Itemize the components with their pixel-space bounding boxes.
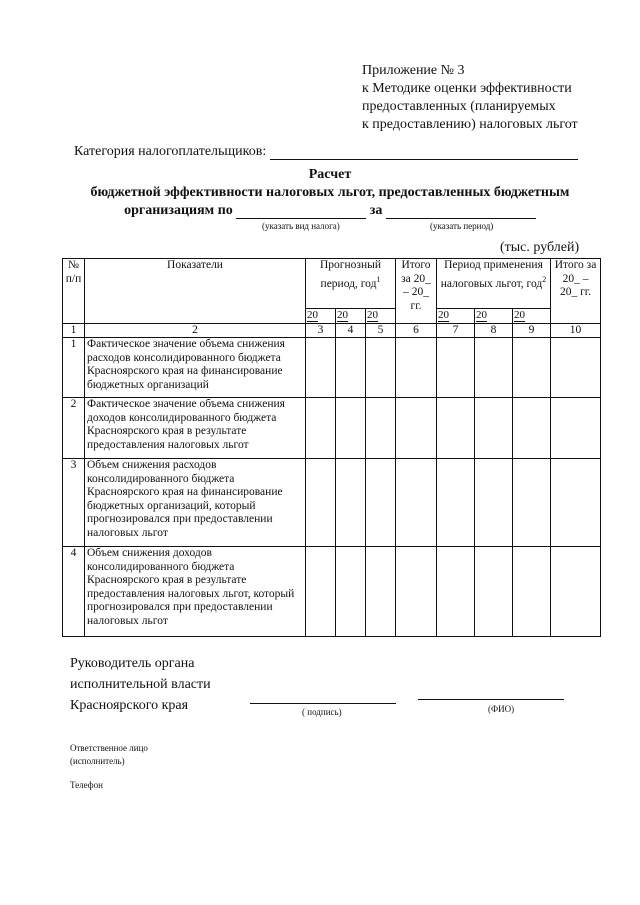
table-row [63,547,601,637]
data-cell [437,398,475,459]
col-number: 3 [306,323,336,338]
taxpayer-category [74,144,578,160]
header-application-text: Период применения налоговых льгот, год [440,259,543,290]
row-indicator: Объем снижения расходов консолидированного бюджета Красноярского края на финансирование бюджетных организаций, который прогнозировался при предоставлении налоговых льгот [85,459,306,547]
signature-line [250,703,396,704]
year-cell: 20 [437,309,475,324]
column-number-row [63,323,601,338]
data-cell [396,547,437,637]
subtitle-prefix: организациям по [124,203,233,218]
signer-title-line: Руководитель органа [70,656,195,671]
signature-block [70,653,211,716]
data-cell [475,338,513,398]
appendix-number: Приложение № 3 [362,63,465,78]
col-number: 6 [396,323,437,338]
name-line [418,699,564,700]
tax-type-blank [236,204,366,219]
row-indicator: Объем снижения доходов консолидированного бюджета Красноярского края в результате предоставления налоговых льгот, который прогнозировался при предоставлении налоговых льгот [85,547,306,637]
data-cell [437,338,475,398]
data-cell [437,459,475,547]
period-hint: (указать период) [430,221,494,231]
year-cell: 20 [306,309,336,324]
data-cell [396,338,437,398]
header-forecast [306,259,396,309]
data-cell [475,547,513,637]
data-cell [366,459,396,547]
header-num: № п/п [63,259,85,324]
data-cell [336,338,366,398]
responsible-block [70,742,148,768]
appendix-line: к Методике оценки эффективности [362,81,572,96]
responsible-sub: (исполнитель) [70,756,125,766]
table-row [63,459,601,547]
doc-subtitle-line3 [60,203,600,219]
col-number: 10 [551,323,601,338]
appendix-header [362,62,578,134]
data-cell [396,398,437,459]
appendix-line: предоставленных (планируемых [362,99,556,114]
header-forecast-sup: 1 [376,274,381,284]
category-blank [270,145,578,160]
data-cell [306,547,336,637]
data-cell [475,459,513,547]
doc-subtitle: бюджетной эффективности налоговых льгот, предоставленных бюджетным [90,185,570,200]
col-number: 7 [437,323,475,338]
data-cell [306,459,336,547]
year-cell: 20 [336,309,366,324]
responsible-label: Ответственное лицо [70,743,148,753]
col-number: 4 [336,323,366,338]
data-cell [366,547,396,637]
signature-hint: ( подпись) [302,707,342,717]
header-total-2: Итого за 20_ – 20_ гг. [551,259,601,324]
subtitle-mid: за [369,203,383,218]
data-cell [513,459,551,547]
data-cell [513,398,551,459]
category-label: Категория налогоплательщиков: [74,144,267,159]
tax-type-hint: (указать вид налога) [262,221,340,231]
data-cell [513,338,551,398]
year-cell: 20 [475,309,513,324]
data-cell [551,459,601,547]
data-cell [551,547,601,637]
signer-title-line: Красноярского края [70,698,189,713]
col-number: 2 [85,323,306,338]
row-num: 3 [63,459,85,547]
name-hint: (ФИО) [488,704,515,714]
phone-label: Телефон [70,780,103,790]
col-number: 9 [513,323,551,338]
table-row [63,338,601,398]
data-cell [513,547,551,637]
header-application-sup: 2 [542,274,547,284]
signer-title-line: исполнительной власти [70,677,211,692]
units-label: (тыс. рублей) [500,240,580,255]
col-number: 1 [63,323,85,338]
header-forecast-text: Прогнозный период, год [319,259,381,290]
col-number: 5 [366,323,396,338]
data-cell [437,547,475,637]
row-num: 2 [63,398,85,459]
period-blank [386,204,536,219]
year-cell: 20 [513,309,551,324]
data-cell [366,398,396,459]
data-cell [336,398,366,459]
header-indicators: Показатели [85,259,306,324]
data-cell [306,398,336,459]
data-cell [396,459,437,547]
row-num: 4 [63,547,85,637]
header-total-1: Итого за 20_ – 20_ гг. [396,259,437,324]
col-number: 8 [475,323,513,338]
data-cell [336,547,366,637]
year-cell: 20 [366,309,396,324]
header-application [437,259,551,309]
data-cell [336,459,366,547]
efficiency-table [62,258,601,637]
doc-title: Расчет [308,167,352,182]
row-indicator: Фактическое значение объема снижения доходов консолидированного бюджета Красноярского края в результате предоставления налоговых льгот [85,398,306,459]
row-num: 1 [63,338,85,398]
appendix-line: к предоставлению) налоговых льгот [362,117,578,132]
data-cell [306,338,336,398]
data-cell [551,398,601,459]
data-cell [366,338,396,398]
data-cell [551,338,601,398]
row-indicator: Фактическое значение объема снижения расходов консолидированного бюджета Красноярского края на финансирование бюджетных организаций [85,338,306,398]
table-row [63,398,601,459]
data-cell [475,398,513,459]
